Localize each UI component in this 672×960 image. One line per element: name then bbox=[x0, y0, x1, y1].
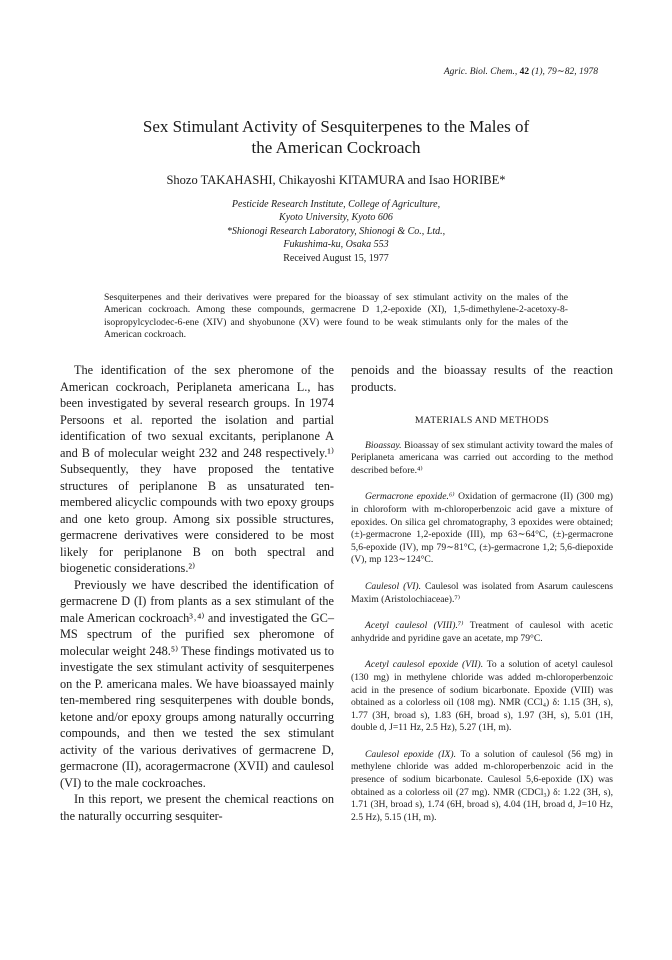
journal-name: Agric. Biol. Chem., bbox=[443, 67, 518, 77]
caulesol-epoxide-heading: Caulesol epoxide (IX). bbox=[365, 748, 456, 760]
intro-paragraph-3: In this report, we present the chemical reactions on the naturally occurring sesquiter- bbox=[60, 792, 334, 823]
section-heading-materials-methods: MATERIALS AND METHODS bbox=[414, 415, 550, 426]
intro-continuation: penoids and the bioassay results of the reaction products. bbox=[351, 363, 613, 394]
right-column bbox=[351, 362, 613, 838]
author-list: Shozo TAKAHASHI, Chikayoshi KITAMURA and Isao HORIBE* bbox=[166, 173, 506, 187]
bioassay-paragraph bbox=[351, 440, 613, 478]
intro-paragraph-1: The identification of the sex pheromone of the American cockroach, Periplaneta americana L., has been investigated by several research groups. In 1974 Persoons et al. reported the isolation and partial identification of two sexual excitants, periplanone A and B of molecular weight 232 and 248 respectively.¹⁾ Subsequently, they have proposed the tentative structures of periplanone B as unsaturated ten-membered alicyclic compounds with two epoxy groups and one keto group. Among six possible structures, germacrene derivatives were considered to be most likely for periplanone B on both spectral and biogenetic considerations.²⁾ bbox=[60, 363, 334, 575]
germacrone-epoxide-text: Oxidation of germacrone (II) (300 mg) in chloroform with m-chloroperbenzoic acid gave a mixture of epoxides. On silica gel chromatography, 3 epoxides were obtained; (±)-germacrone 1,2-epoxide (III), mp 63∼64°C, (±)-germacrone 5,6-epoxide (IV), mp 79∼81°C, (±)-germacrone 1,2; 5,6-diepoxide (V), mp 123∼124°C. bbox=[351, 491, 614, 566]
bioassay-heading: Bioassay. bbox=[365, 439, 402, 451]
acetyl-caulesol-paragraph bbox=[351, 620, 613, 645]
intro-paragraph-2: Previously we have described the identification of germacrene D (I) from plants as a sex stimulant of the male American cockroach³˒⁴⁾ and investigated the GC–MS spectrum of the purified sex pheromone of molecular weight 248.⁵⁾ These findings motivated us to investigate the sex stimulant activity of sesquiterpenes on the P. americana males. We have bioassayed mainly ten-membered ring sesquiterpenes with double bonds, ketone and/or epoxy groups among naturally occurring compounds, and then we tested the sex stimulant activity of the various derivatives of germacrene D, germacrone (II), acoragermacrone (XVII) and caulesol (VI) to the male cockroaches. bbox=[60, 577, 334, 790]
affiliation-line-2: Kyoto University, Kyoto 606 bbox=[279, 212, 393, 224]
journal-issue-pages: (1), 79∼82, 1978 bbox=[531, 67, 598, 77]
germacrone-epoxide-heading: Germacrone epoxide.⁶⁾ bbox=[365, 491, 455, 503]
affiliation-line-4: Fukushima-ku, Osaka 553 bbox=[283, 239, 389, 251]
article-title bbox=[60, 116, 612, 158]
acetyl-caulesol-text: Treatment of caulesol with acetic anhydride and pyridine gave an acetate, mp 79°C. bbox=[351, 620, 613, 644]
acetyl-caulesol-heading: Acetyl caulesol (VIII).⁷⁾ bbox=[365, 620, 464, 632]
affiliation-line-1: Pesticide Research Institute, College of Agriculture, bbox=[231, 199, 441, 210]
caulesol-text: Caulesol was isolated from Asarum caulescens Maxim (Aristolochiaceae).⁷⁾ bbox=[351, 580, 613, 605]
left-column bbox=[60, 362, 334, 824]
caulesol-epoxide-paragraph bbox=[351, 749, 613, 825]
caulesol-epoxide-text: To a solution of caulesol (56 mg) in methylene chloride was added m-chloroperbenzoic acid in the presence of sodium bicarbonate. Caulesol 5,6-epoxide (IX) was obtained as a colorless oil (27 mg). NMR (CDCl₃) δ: 1.22 (3H, s), 1.71 (3H, broad s), 1.74 (6H, broad s), 4.04 (1H, broad d, J=10 Hz, 2.5 Hz), 5.15 (1H, m). bbox=[351, 748, 613, 823]
affiliations bbox=[60, 198, 612, 265]
journal-volume: 42 bbox=[519, 67, 530, 77]
received-date: Received August 15, 1977 bbox=[283, 252, 389, 264]
bioassay-text: Bioassay of sex stimulant activity toward the males of Periplaneta americana was carried out according to the method described before.⁴⁾ bbox=[351, 439, 613, 476]
abstract: Sesquiterpenes and their derivatives were prepared for the bioassay of sex stimulant activity on the males of the American cockroach. Among these compounds, germacrene D 1,2-epoxide (XI), 1,5-dimethylene-2-acetoxy-8-isopropylcyclodec-6-ene (XIV) and shyobunone (XV) were found to be weak stimulants only for the males of the American cockroach. bbox=[104, 292, 568, 341]
caulesol-paragraph bbox=[351, 581, 613, 606]
germacrone-epoxide-paragraph bbox=[351, 491, 613, 567]
title-line-2: the American Cockroach bbox=[251, 138, 421, 157]
acetyl-caulesol-epoxide-text: To a solution of acetyl caulesol (130 mg) in methylene chloride was added m-chloroperbenzoic acid in the presence of sodium bicarbonate. Epoxide (VIII) was obtained as a colorless oil (108 mg). NMR (CCl₄) δ: 1.15 (3H, s), 1.77 (3H, broad s), 1.83 (6H, broad s), 1.97 (3H, s), 5.01 (1H, double d, J=11 Hz, 2.5 Hz), 5.27 (1H, m). bbox=[351, 659, 613, 734]
title-line-1: Sex Stimulant Activity of Sesquiterpenes to the Males of bbox=[142, 117, 530, 136]
acetyl-caulesol-epoxide-heading: Acetyl caulesol epoxide (VII). bbox=[365, 659, 484, 671]
caulesol-heading: Caulesol (VI). bbox=[365, 580, 421, 592]
journal-citation bbox=[444, 66, 598, 77]
affiliation-line-3: *Shionogi Research Laboratory, Shionogi & Co., Ltd., bbox=[226, 225, 446, 237]
acetyl-caulesol-epoxide-paragraph bbox=[351, 659, 613, 735]
